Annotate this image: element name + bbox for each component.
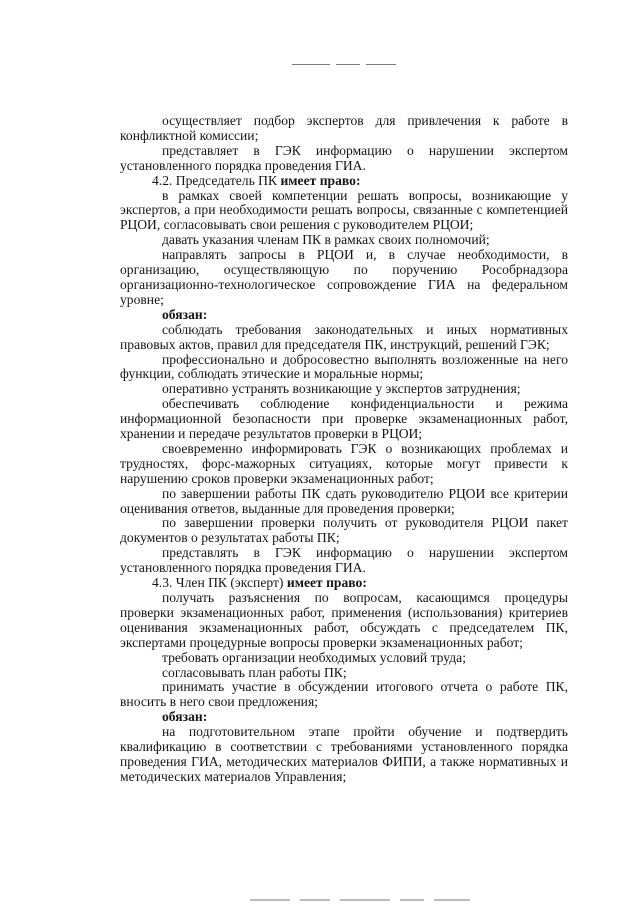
paragraph-text: соблюдать требования законодательных и иных нормативных правовых актов, правил для председателя ПК, инструкций, решений ГЭК;: [120, 321, 568, 352]
paragraph: [120, 442, 568, 487]
paragraph: [120, 323, 568, 353]
paragraph-text: согласовывать план работы ПК;: [162, 664, 347, 680]
paragraph: [120, 710, 568, 725]
paragraph: [120, 353, 568, 383]
paragraph: [120, 591, 568, 651]
paragraph: [120, 576, 568, 591]
paragraph: [120, 174, 568, 189]
paragraph: [120, 651, 568, 666]
bold-label: обязан:: [162, 709, 208, 725]
paragraph: [120, 233, 568, 248]
scan-footer-marks: [250, 899, 470, 901]
paragraph-text: на подготовительном этапе пройти обучение и подтвердить квалификацию в соответствии с требованиями установленного порядка проведения ГИА, методических материалов ФИПИ, а также нормативных и методических материалов Управления;: [120, 724, 568, 784]
paragraph-text: по завершении работы ПК сдать руководителю РЦОИ все критерии оценивания ответов, выданные для проведения проверки;: [120, 485, 568, 516]
paragraph-text: осуществляет подбор экспертов для привлечения к работе в конфликтной комиссии;: [120, 113, 568, 143]
document-body: [120, 114, 568, 785]
paragraph-text: профессионально и добросовестно выполнять возложенные на него функции, соблюдать этические и моральные нормы;: [120, 351, 568, 382]
paragraph-text: получать разъяснения по вопросам, касающимся процедуры проверки экзаменационных работ, применения (использования) критериев оценивания экзаменационных работ, обсуждать с председателем ПК, экспертами процедурные вопросы проверки экзаменационных работ;: [120, 590, 568, 650]
paragraph: [120, 382, 568, 397]
paragraph: [120, 666, 568, 681]
paragraph: [120, 680, 568, 710]
paragraph-text: обеспечивать соблюдение конфиденциальности и режима информационной безопасности при проверке экзаменационных работ, хранении и передаче результатов проверки в РЦОИ;: [120, 396, 568, 442]
paragraph-text: представляет в ГЭК информацию о нарушении экспертом установленного порядка проведения ГИА.: [120, 142, 568, 173]
paragraph: [120, 189, 568, 234]
paragraph-text: по завершении проверки получить от руководителя РЦОИ пакет документов о результатах работы ПК;: [120, 515, 568, 546]
bold-label: имеет право:: [280, 172, 361, 188]
paragraph-text: направлять запросы в РЦОИ и, в случае необходимости, в организацию, осуществляющую по поручению Рособрнадзора организационно-технологическое сопровождение ГИА на федеральном уровне;: [120, 247, 568, 307]
paragraph-text: представлять в ГЭК информацию о нарушении экспертом установленного порядка проведения ГИА.: [120, 545, 568, 576]
paragraph-text: требовать организации необходимых условий труда;: [162, 649, 466, 665]
paragraph: [120, 516, 568, 546]
paragraph: [120, 725, 568, 785]
paragraph: [120, 397, 568, 442]
paragraph-text: в рамках своей компетенции решать вопросы, возникающие у экспертов, а при необходимости решать вопросы, связанные с компетенцией РЦОИ, согласовывать свои решения с руководителем РЦОИ;: [120, 187, 568, 233]
paragraph: [120, 144, 568, 174]
paragraph-text: оперативно устранять возникающие у экспертов затруднения;: [162, 381, 521, 397]
paragraph-text: принимать участие в обсуждении итогового отчета о работе ПК, вносить в него свои предложения;: [120, 679, 568, 710]
paragraph: [120, 487, 568, 517]
section-heading: 4.2. Председатель ПК: [152, 172, 281, 188]
paragraph: [120, 308, 568, 323]
section-heading: 4.3. Член ПК (эксперт): [152, 575, 287, 591]
paragraph: [120, 248, 568, 308]
scan-header-marks: [292, 64, 396, 65]
paragraph-text: давать указания членам ПК в рамках своих полномочий;: [162, 232, 490, 248]
bold-label: обязан:: [162, 306, 208, 322]
paragraph: [120, 114, 568, 144]
paragraph: [120, 546, 568, 576]
bold-label: имеет право:: [286, 575, 367, 591]
paragraph-text: своевременно информировать ГЭК о возникающих проблемах и трудностях, форс-мажорных ситуациях, которые могут привести к нарушению сроков проверки экзаменационных работ;: [120, 440, 568, 486]
